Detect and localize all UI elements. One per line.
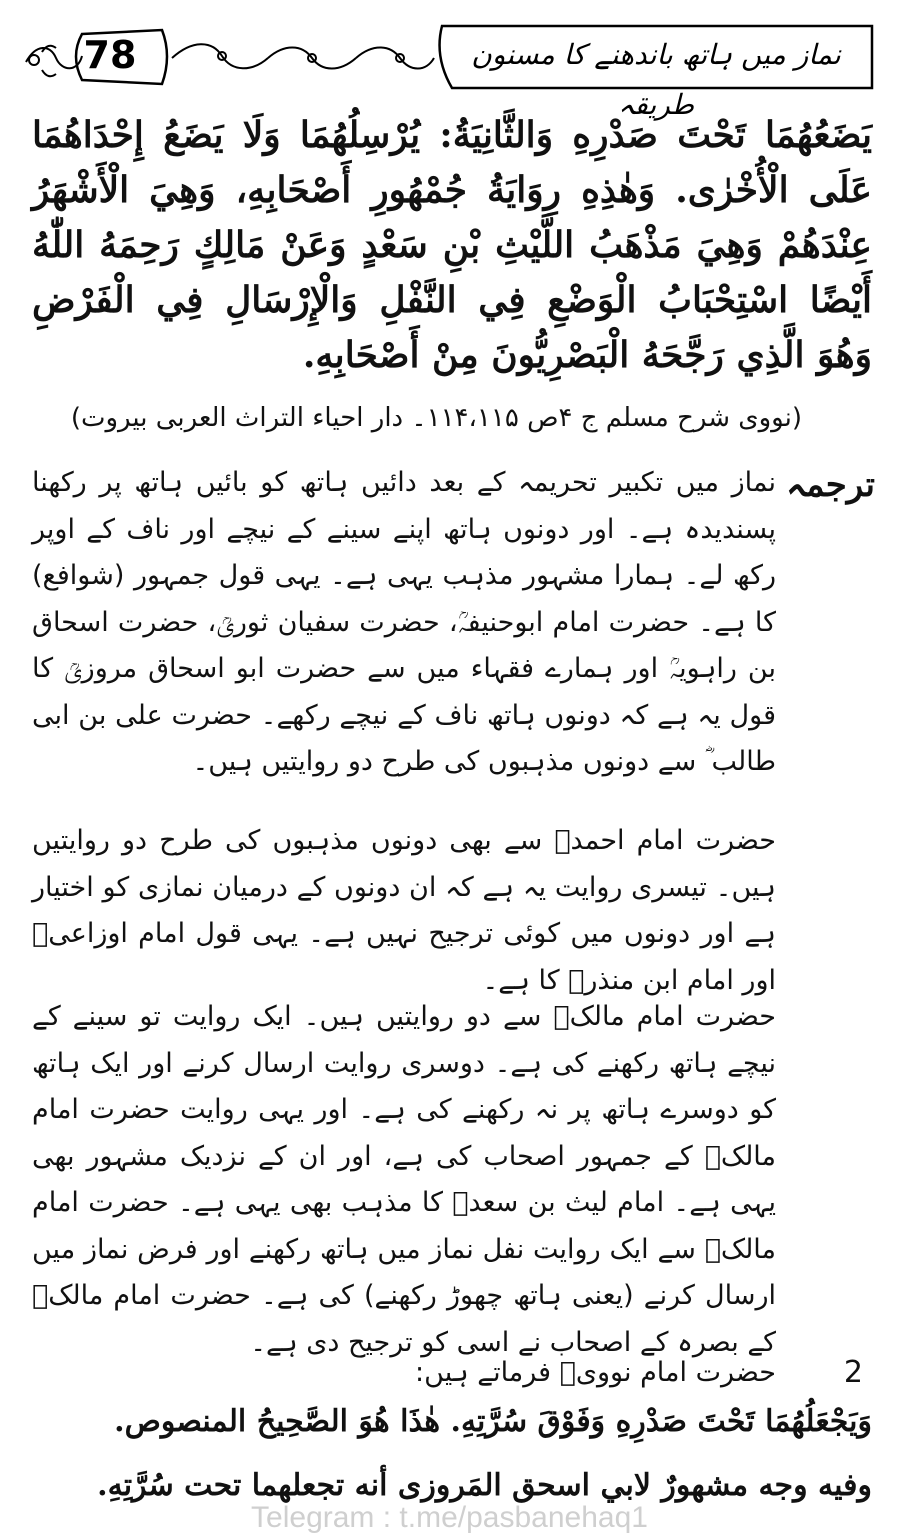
telegram-watermark: Telegram : t.me/pasbanehaq1 bbox=[251, 1501, 648, 1534]
translation-paragraph: حضرت امام احمدؒ سے بھی دونوں مذہبوں کی طرح دو روایتیں ہیں۔ تیسری روایت یہ ہے کہ ان دونوں کے درمیان نمازی کو اختیار ہے اور دونوں میں کوئی ترجیح نہیں ہے۔ یہی قول امام اوزاعیؒ اور امام ابن منذرؒ کا ہے۔ bbox=[32, 825, 776, 996]
arabic-quote-line: وَيَجْعَلُهُمَا تَحْتَ صَدْرِهِ وَفَوْقَ سُرَّتِهِ. هٰذَا هُوَ الصَّحِيحُ المنصوص. bbox=[114, 1404, 872, 1439]
chapter-title: نماز میں ہاتھ باندھنے کا مسنون طریقہ bbox=[471, 38, 841, 121]
arabic-quote-line: وفيه وجه مشهورٌ لابي اسحق المَروزى أنه تجعلهما تحت سُرَّتِهِ. bbox=[97, 1468, 872, 1503]
point-intro: حضرت امام نوویؒ فرماتے ہیں: bbox=[415, 1357, 776, 1388]
translation-label: ترجمہ bbox=[786, 465, 875, 505]
point-number: 2 bbox=[843, 1355, 863, 1390]
translation-paragraph: نماز میں تکبیر تحریمہ کے بعد دائیں ہاتھ کو بائیں ہاتھ پر رکھنا پسندیدہ ہے۔ اور دونوں ہاتھ اپنے سینے کے نیچے اور ناف کے اوپر رکھ لے۔ ہمارا مشہور مذہب یہی ہے۔ یہی قول جمہور (شوافع) کا ہے۔ حضرت امام ابوحنیفہؒ، حضرت سفیان ثوریؒ، حضرت اسحاق بن راہویہؒ اور ہمارے فقہاء میں سے حضرت ابو اسحاق مروزیؒ کا قول یہ ہے کہ دونوں ہاتھ ناف کے نیچے رکھے۔ حضرت علی بن ابی طالب ؓ سے دونوں مذہبوں کی طرح دو روایتیں ہیں۔ bbox=[32, 467, 776, 777]
arabic-passage: يَضَعُهُمَا تَحْتَ صَدْرِهِ وَالثَّانِيَةُ: يُرْسِلُهُمَا وَلَا يَضَعُ إِحْدَاهُمَا عَلَى الْأُخْرٰى. وَهٰذِهِ رِوَايَةُ جُمْهُورِ أَصْحَابِهِ، وَهِيَ الْأَشْهَرُ عِنْدَهُمْ وَهِيَ مَذْهَبُ اللَّيْثِ بْنِ سَعْدٍ وَعَنْ مَالِكٍ رَحِمَهُ اللّٰهُ أَيْضًا اسْتِحْبَابُ الْوَضْعِ فِي النَّفْلِ وَالْإِرْسَالِ فِي الْفَرْضِ وَهُوَ الَّذِي رَجَّحَهُ الْبَصْرِيُّونَ مِنْ أَصْحَابِهِ. bbox=[32, 114, 872, 376]
source-reference: (نووی شرح مسلم ج ۴ص ۱۱۴،۱۱۵۔ دار احیاء التراث العربی بیروت) bbox=[70, 403, 802, 433]
page-header bbox=[22, 22, 880, 121]
page-number: 78 bbox=[83, 33, 137, 77]
translation-paragraph: حضرت امام مالکؒ سے دو روایتیں ہیں۔ ایک روایت تو سینے کے نیچے ہاتھ رکھنے کی ہے۔ دوسری روایت ارسال کرنے اور ایک ہاتھ کو دوسرے ہاتھ پر نہ رکھنے کی ہے۔ اور یہی روایت حضرت امام مالکؒ کے جمہور اصحاب کی ہے، اور ان کے نزدیک مشہور بھی یہی ہے۔ امام لیث بن سعدؒ کا مذہب بھی یہی ہے۔ حضرت امام مالکؒ سے ایک روایت نفل نماز میں ہاتھ رکھنے اور فرض نماز میں ارسال کرنے (یعنی ہاتھ چھوڑ رکھنے) کی ہے۔ حضرت امام مالکؒ کے بصرہ کے اصحاب نے اسی کو ترجیح دی ہے۔ bbox=[32, 1001, 776, 1358]
